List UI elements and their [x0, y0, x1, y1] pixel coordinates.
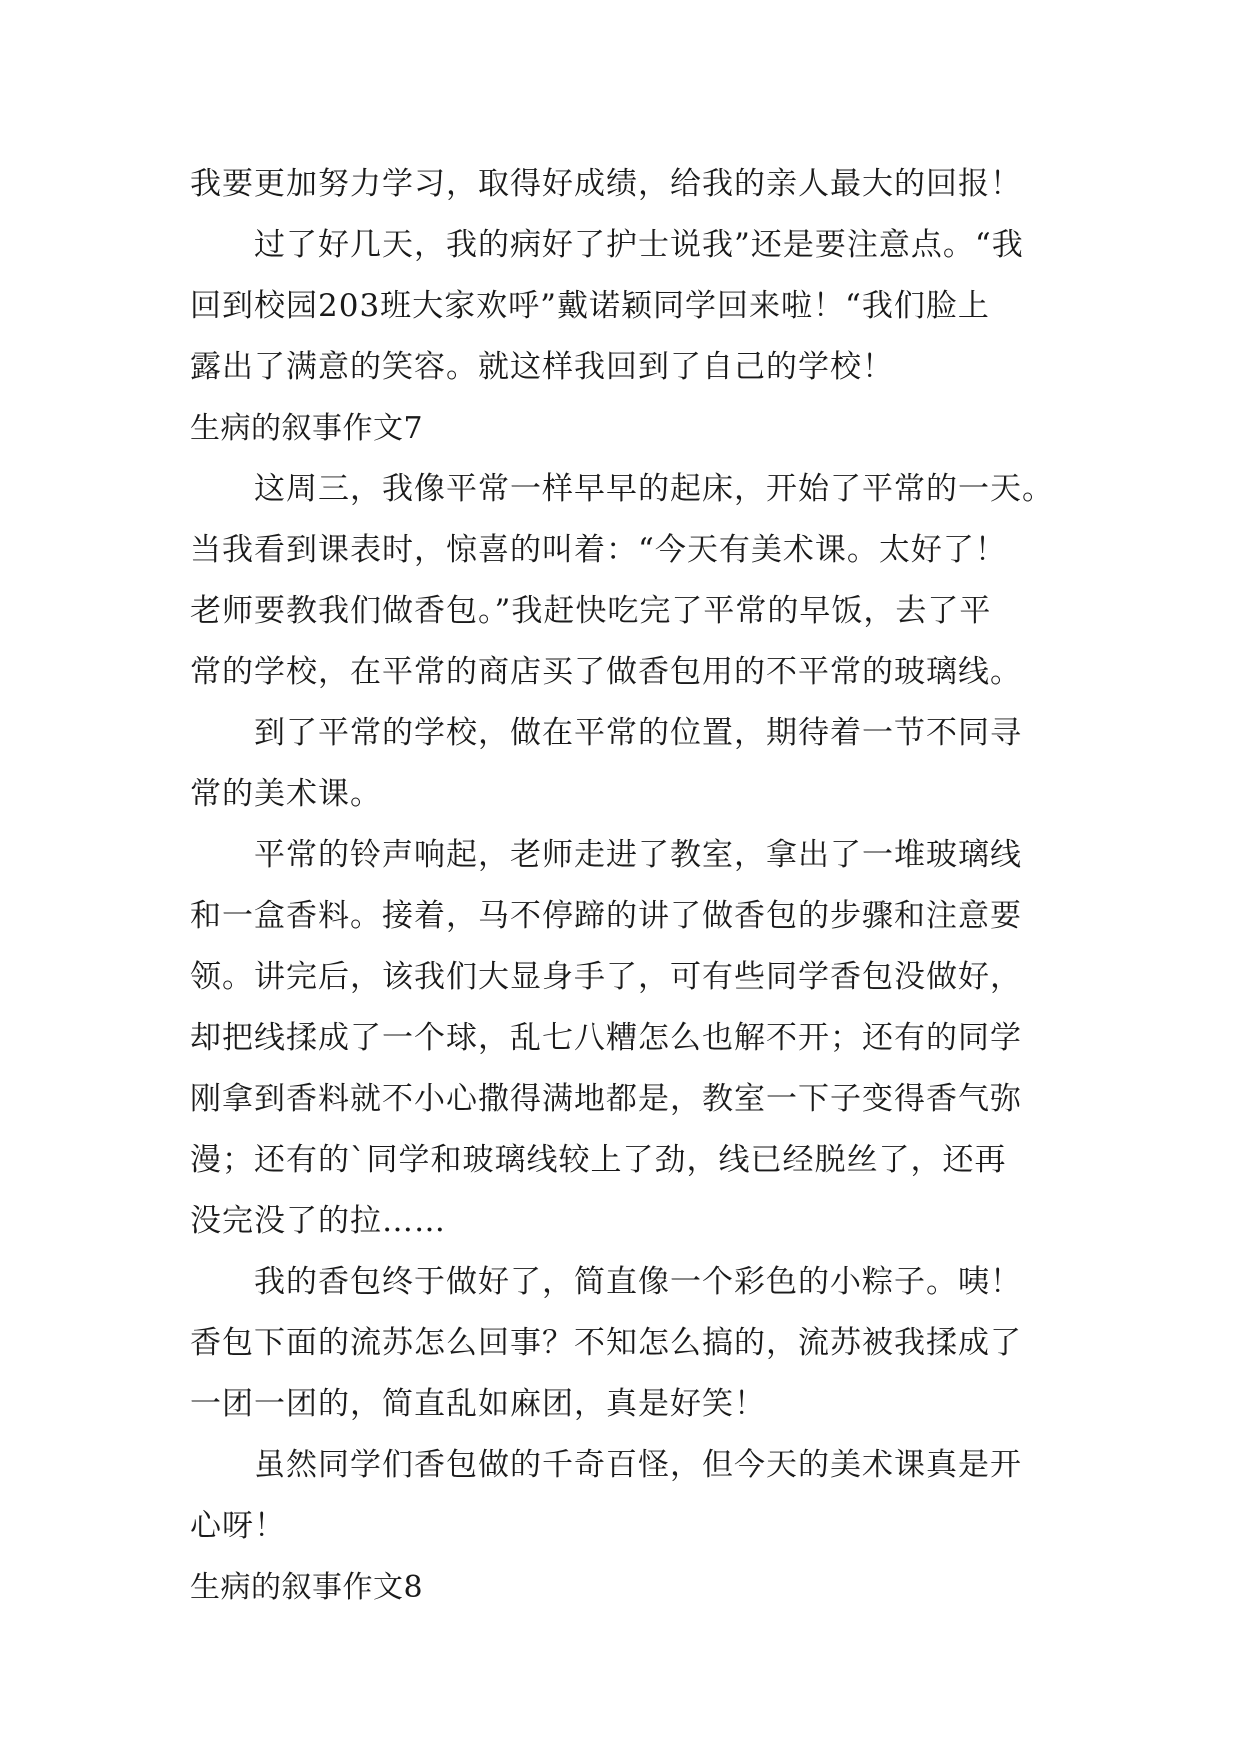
- section-heading: 生病的叙事作文7: [190, 411, 424, 446]
- text-line: 常的学校，在平常的商店买了做香包用的不平常的玻璃线。: [190, 654, 1022, 690]
- text-line: 没完没了的拉……: [190, 1203, 446, 1239]
- text-line: 露出了满意的笑容。就这样我回到了自己的学校！: [190, 349, 894, 385]
- text-line: 领。讲完后，该我们大显身手了，可有些同学香包没做好，: [190, 959, 1022, 995]
- text-line: 当我看到课表时，惊喜的叫着：“今天有美术课。太好了！: [190, 532, 1007, 568]
- text-line: 老师要教我们做香包。”我赶快吃完了平常的早饭，去了平: [190, 593, 992, 629]
- paragraph-start-line: 这周三，我像平常一样早早的起床，开始了平常的一天。: [254, 471, 1054, 507]
- text-line: 心呀！: [190, 1508, 286, 1544]
- text-line: 刚拿到香料就不小心撒得满地都是，教室一下子变得香气弥: [190, 1081, 1022, 1117]
- paragraph-start-line: 过了好几天，我的病好了护士说我”还是要注意点。“我: [254, 227, 1024, 263]
- paragraph-start-line: 到了平常的学校，做在平常的位置，期待着一节不同寻: [254, 715, 1022, 751]
- text-line: 漫；还有的`同学和玻璃线较上了劲，线已经脱丝了，还再: [190, 1142, 1007, 1178]
- paragraph-start-line: 平常的铃声响起，老师走进了教室，拿出了一堆玻璃线: [254, 837, 1022, 873]
- document-body: [190, 154, 1070, 1618]
- text-line: 却把线揉成了一个球，乱七八糟怎么也解不开；还有的同学: [190, 1020, 1022, 1056]
- paragraph-start-line: 我的香包终于做好了，简直像一个彩色的小粽子。咦！: [254, 1264, 1022, 1300]
- section-heading: 生病的叙事作文8: [190, 1570, 424, 1605]
- text-line: 一团一团的，简直乱如麻团，真是好笑！: [190, 1386, 766, 1422]
- text-line: 常的美术课。: [190, 776, 382, 812]
- text-line: 我要更加努力学习，取得好成绩，给我的亲人最大的回报！: [190, 166, 1022, 202]
- text-line: 回到校园203班大家欢呼”戴诺颖同学回来啦！“我们脸上: [190, 288, 990, 324]
- text-line: 和一盒香料。接着，马不停蹄的讲了做香包的步骤和注意要: [190, 898, 1022, 934]
- paragraph-start-line: 虽然同学们香包做的千奇百怪，但今天的美术课真是开: [254, 1447, 1022, 1483]
- text-line: 香包下面的流苏怎么回事？不知怎么搞的，流苏被我揉成了: [190, 1325, 1022, 1361]
